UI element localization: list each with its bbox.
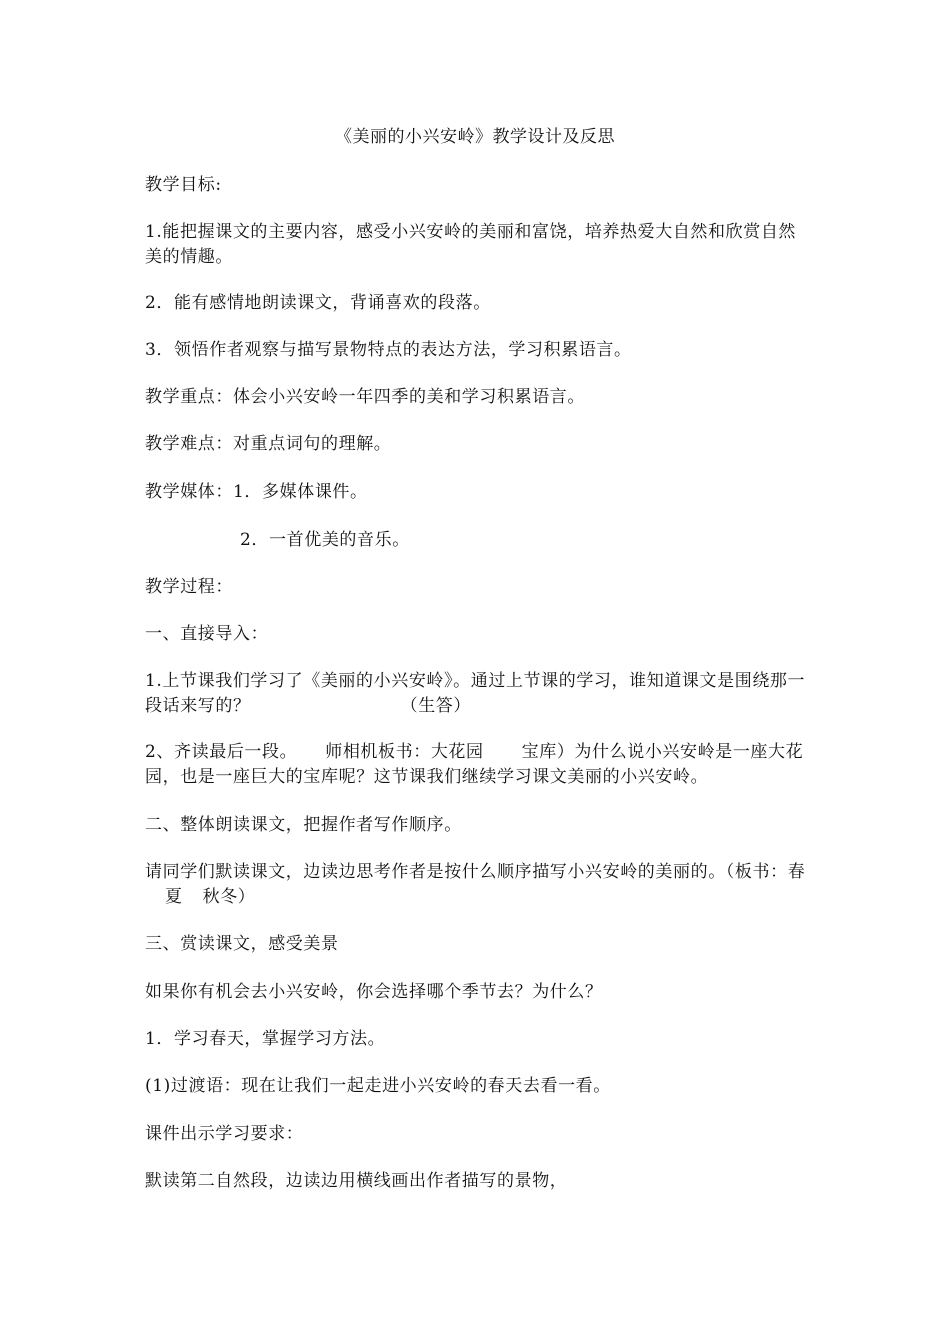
- season-autumn-winter: 秋冬）: [202, 887, 256, 907]
- step-2-part-b: 师相机板书：大花园: [325, 742, 484, 762]
- section-2-heading: 二、整体朗读课文，把握作者写作顺序。: [145, 815, 462, 835]
- difficulty: 教学难点：对重点词句的理解。: [145, 434, 392, 454]
- document-title: 《美丽的小兴安岭》教学设计及反思: [335, 127, 615, 147]
- section-2-text-main: 请同学们默读课文，边读边思考作者是按什么顺序描写小兴安岭的美丽的。（板书：春: [145, 862, 806, 882]
- section-3-heading: 三、赏读课文，感受美景: [145, 934, 339, 954]
- read-task: 默读第二自然段，边读边用横线画出作者描写的景物，: [145, 1171, 568, 1191]
- section-1-heading: 一、直接导入：: [145, 624, 269, 644]
- process-heading: 教学过程：: [145, 577, 233, 597]
- step-1-answer: （生答）: [400, 696, 472, 716]
- goal-3: 3．领悟作者观察与描写景物特点的表达方法，学习积累语言。: [145, 340, 632, 360]
- transition-text: (1)过渡语：现在让我们一起走进小兴安岭的春天去看一看。: [145, 1076, 611, 1096]
- goal-1: 1.能把握课文的主要内容，感受小兴安岭的美丽和富饶，培养热爱大自然和欣赏自然美的情趣。: [145, 222, 797, 267]
- step-2-part-c: 宝库）为什么说小兴安岭是一座大花园，也是一座巨大的宝库呢？这节课我们继续学习课文美丽的小兴安岭。: [145, 742, 804, 787]
- step-1: [145, 669, 810, 719]
- goal-2: 2．能有感情地朗读课文，背诵喜欢的段落。: [145, 293, 491, 313]
- season-question: 如果你有机会去小兴安岭，你会选择哪个季节去？为什么？: [145, 982, 603, 1002]
- step-2: [145, 740, 810, 790]
- media-line-1: 教学媒体：1．多媒体课件。: [145, 482, 368, 502]
- key-point: 教学重点：体会小兴安岭一年四季的美和学习积累语言。: [145, 387, 585, 407]
- section-2-text: [145, 860, 810, 910]
- courseware-text: 课件出示学习要求：: [145, 1124, 304, 1144]
- goals-heading: 教学目标:: [145, 175, 222, 195]
- step-1-main: 1.上节课我们学习了《美丽的小兴安岭》。通过上节课的学习，谁知道课文是围绕那一段话来写的？: [145, 671, 806, 716]
- step-2-part-a: 2、齐读最后一段。: [145, 742, 298, 762]
- spring-step: 1．学习春天，掌握学习方法。: [145, 1029, 386, 1049]
- season-summer: 夏: [165, 887, 183, 907]
- media-line-2: 2．一首优美的音乐。: [240, 530, 410, 550]
